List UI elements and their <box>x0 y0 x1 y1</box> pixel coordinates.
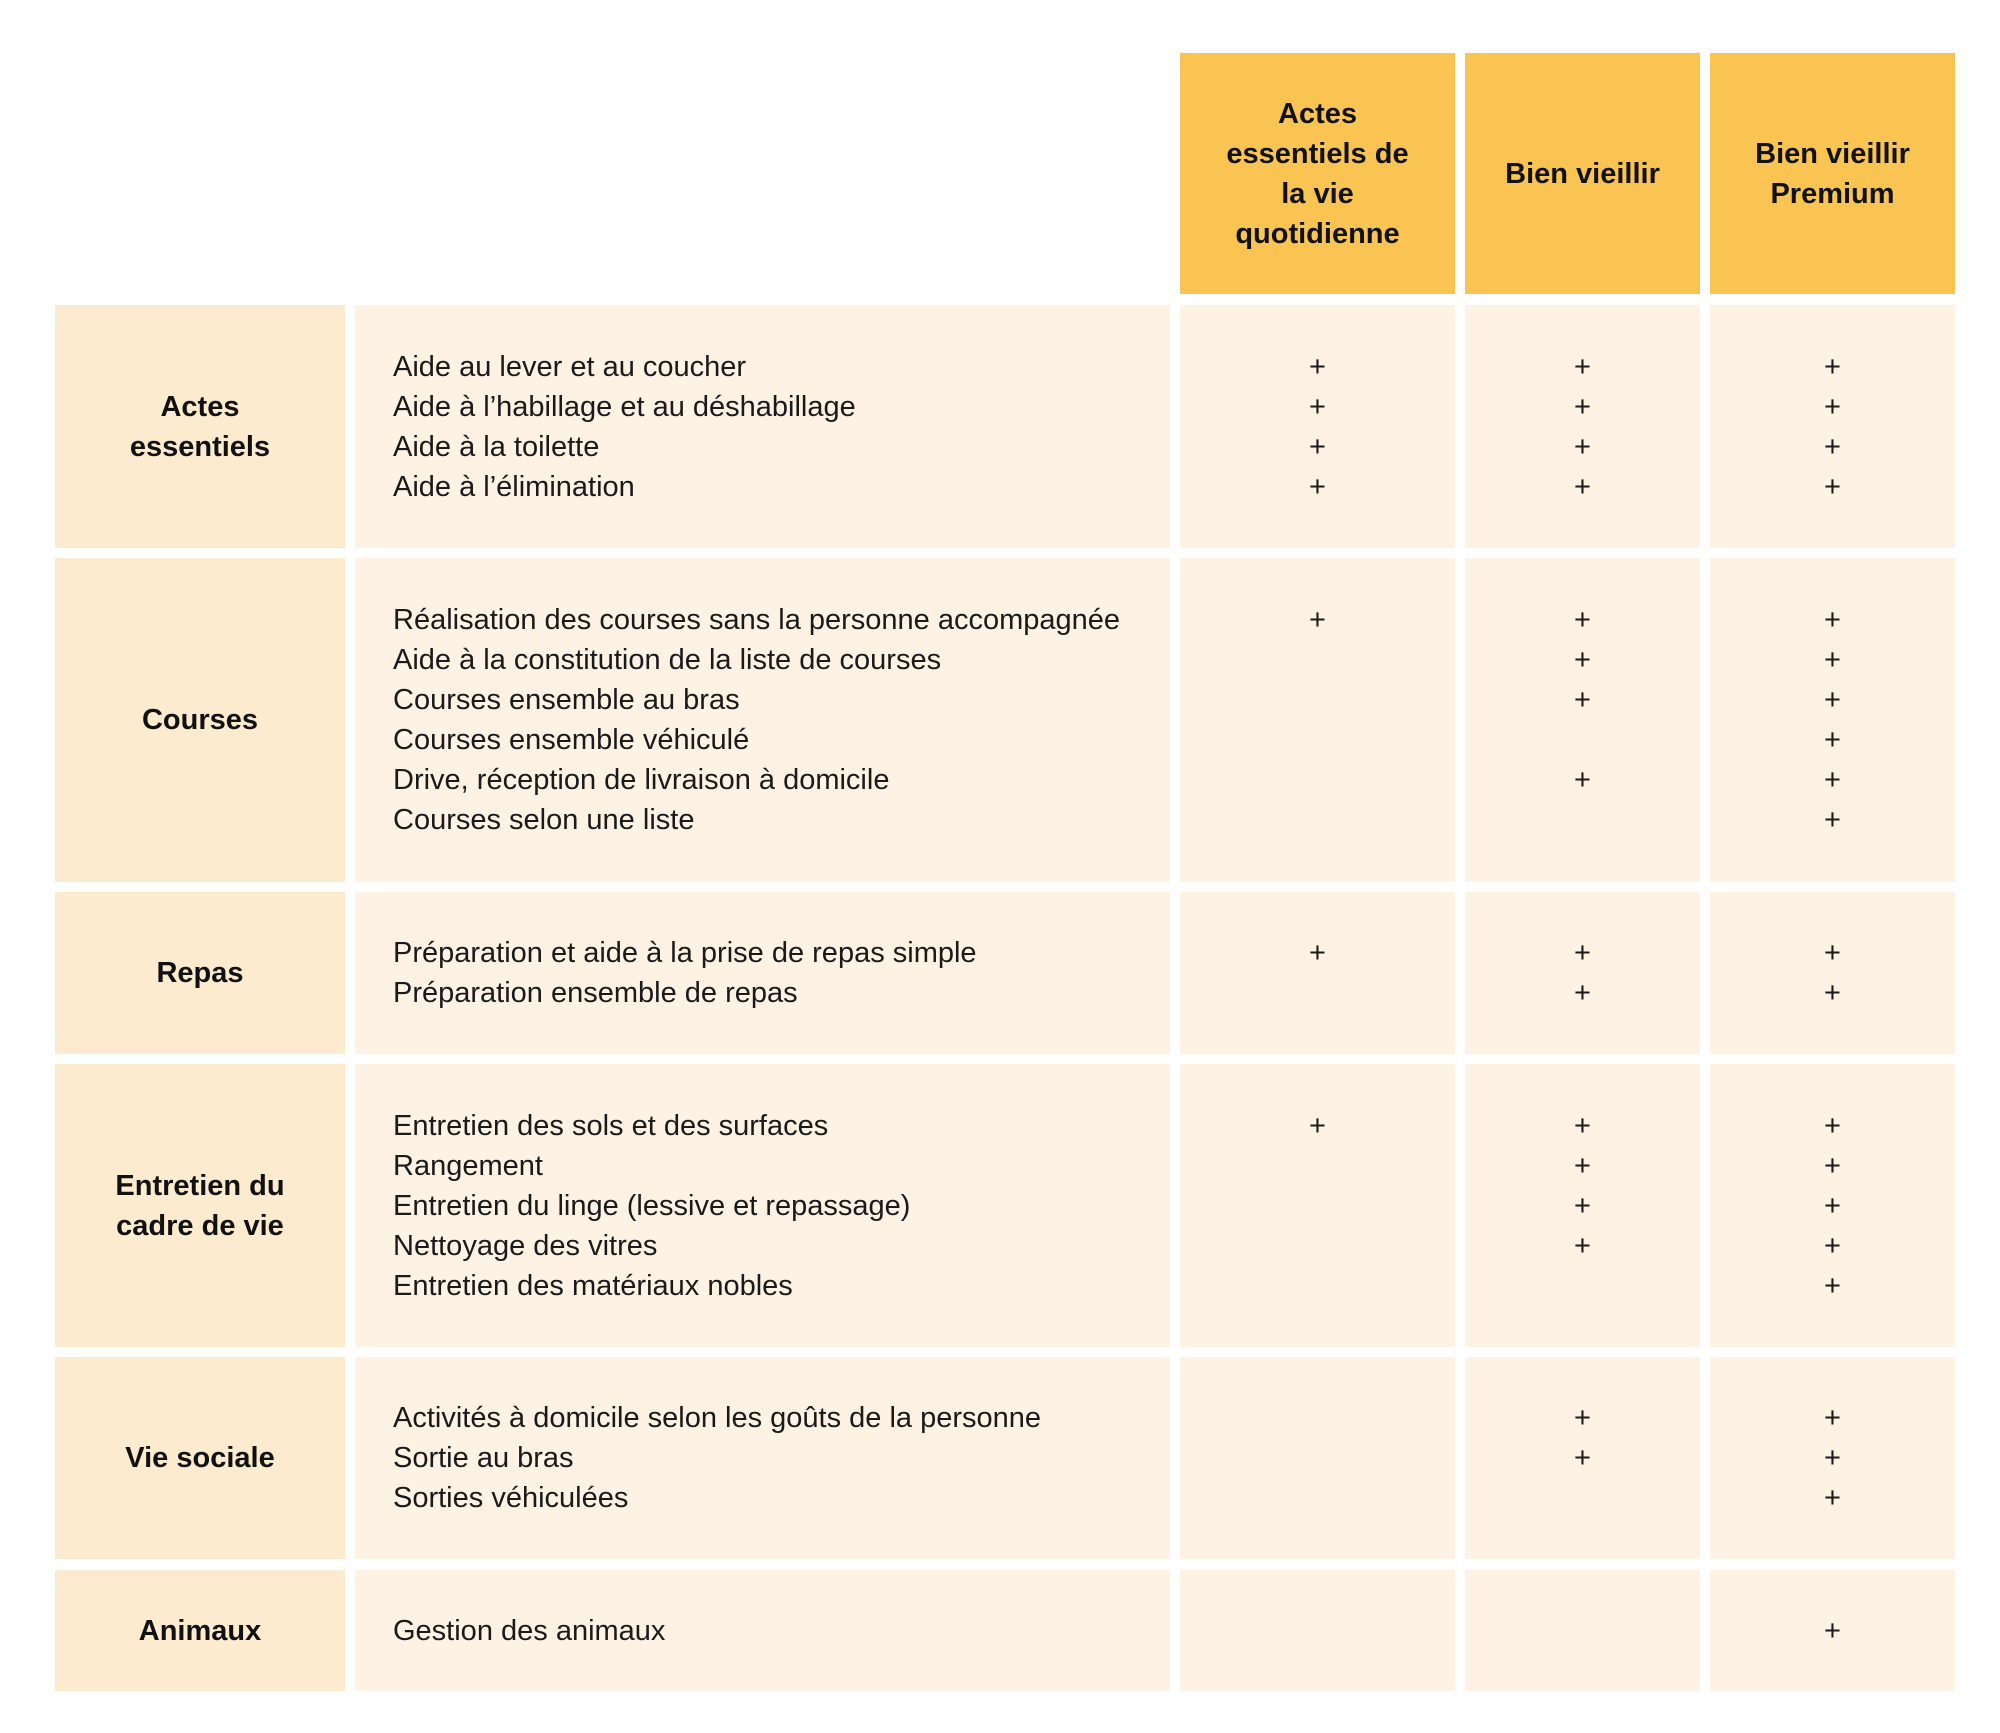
plus-mark: + <box>1574 937 1591 969</box>
plus-mark: + <box>1309 430 1326 463</box>
plus-mark: + <box>1824 937 1841 969</box>
plus-mark: + <box>1824 724 1841 756</box>
plan-marks-column <box>1465 892 1700 1054</box>
service-item: Courses ensemble au bras <box>393 684 740 716</box>
plus-mark: + <box>1824 1189 1841 1222</box>
plus-mark: + <box>1309 470 1326 503</box>
plus-mark: + <box>1574 977 1591 1009</box>
service-item: Nettoyage des vitres <box>393 1229 658 1262</box>
column-header-line: Bien vieillir <box>1755 137 1910 170</box>
service-item: Activités à domicile selon les goûts de la personne <box>393 1402 1042 1434</box>
plus-mark: + <box>1824 470 1841 503</box>
service-item: Aide au lever et au coucher <box>393 350 747 383</box>
plus-mark: + <box>1824 644 1841 676</box>
plus-mark: + <box>1824 804 1841 836</box>
plus-mark: + <box>1824 1109 1841 1142</box>
column-header-line: essentiels de <box>1226 137 1409 170</box>
column-header-line: la vie <box>1281 177 1354 210</box>
category-label <box>125 1438 274 1478</box>
service-list <box>355 1064 1170 1347</box>
plan-marks-column <box>1180 1064 1455 1347</box>
service-item: Réalisation des courses sans la personne accompagnée <box>393 604 1121 636</box>
service-item: Aide à la toilette <box>393 430 600 463</box>
service-item: Entretien du linge (lessive et repassage) <box>393 1189 911 1222</box>
plus-mark: + <box>1824 390 1841 423</box>
category-label <box>130 387 270 467</box>
plus-mark: + <box>1574 430 1591 463</box>
plan-marks-column <box>1465 558 1700 882</box>
category-label <box>115 1166 284 1246</box>
category-line: Actes <box>160 390 240 423</box>
plus-mark: + <box>1574 1402 1591 1434</box>
service-item: Gestion des animaux <box>393 1614 666 1647</box>
plan-marks-column <box>1465 1357 1700 1559</box>
category-line: essentiels <box>129 430 271 463</box>
category-line: Entretien du <box>115 1169 285 1202</box>
service-item: Sorties véhiculées <box>393 1482 629 1514</box>
service-item: Entretien des sols et des surfaces <box>393 1109 829 1142</box>
plus-mark: + <box>1574 1149 1591 1182</box>
plan-marks-column <box>1710 1357 1955 1559</box>
column-header-label <box>1505 154 1660 194</box>
category-cell <box>55 305 345 548</box>
category-cell <box>55 1570 345 1691</box>
column-header <box>1710 53 1955 294</box>
service-item: Aide à la constitution de la liste de courses <box>393 644 942 676</box>
plan-marks-column <box>1180 1570 1455 1691</box>
column-header-label <box>1755 134 1910 214</box>
plus-mark: + <box>1574 1189 1591 1222</box>
plus-mark: + <box>1824 1402 1841 1434</box>
plan-marks-column <box>1710 558 1955 882</box>
plus-mark: + <box>1574 684 1591 716</box>
service-list <box>355 1357 1170 1559</box>
plus-mark: + <box>1824 1482 1841 1514</box>
column-header-line: Actes <box>1278 97 1357 130</box>
category-line: cadre de vie <box>116 1209 284 1242</box>
plus-mark: + <box>1574 1109 1591 1142</box>
category-line: Repas <box>156 957 244 989</box>
plus-mark: + <box>1824 977 1841 1009</box>
plus-mark: + <box>1309 1109 1326 1142</box>
service-list <box>355 892 1170 1054</box>
column-header-line: Premium <box>1770 177 1895 210</box>
service-list <box>355 1570 1170 1691</box>
plan-marks-column <box>1710 892 1955 1054</box>
service-list <box>355 305 1170 548</box>
plan-marks-column <box>1180 1357 1455 1559</box>
plus-mark: + <box>1309 604 1326 636</box>
category-line: Animaux <box>138 1614 262 1647</box>
category-cell <box>55 892 345 1054</box>
plus-mark: + <box>1824 764 1841 796</box>
category-cell <box>55 1064 345 1347</box>
plus-mark: + <box>1824 1442 1841 1474</box>
plus-mark: + <box>1824 1149 1841 1182</box>
plus-mark: + <box>1824 1229 1841 1262</box>
plan-marks-column <box>1180 558 1455 882</box>
plus-mark: + <box>1824 1269 1841 1302</box>
plus-mark: + <box>1574 764 1591 796</box>
plus-mark: + <box>1574 604 1591 636</box>
plus-mark: + <box>1309 937 1326 969</box>
plan-marks-column <box>1180 305 1455 548</box>
plus-mark: + <box>1574 470 1591 503</box>
plus-mark: + <box>1824 350 1841 383</box>
category-line: Vie sociale <box>125 1442 275 1474</box>
plus-mark: + <box>1574 390 1591 423</box>
plus-mark: + <box>1574 1442 1591 1474</box>
category-line: Courses <box>141 704 259 736</box>
service-item: Rangement <box>393 1149 543 1182</box>
service-item: Sortie au bras <box>393 1442 574 1474</box>
plan-marks-column <box>1465 305 1700 548</box>
plus-mark: + <box>1824 684 1841 716</box>
plus-mark: + <box>1824 604 1841 636</box>
plan-marks-column <box>1180 892 1455 1054</box>
column-header <box>1465 53 1700 294</box>
column-header-label <box>1226 94 1408 254</box>
service-item: Préparation et aide à la prise de repas simple <box>393 937 977 969</box>
plan-marks-column <box>1465 1064 1700 1347</box>
column-header-line: quotidienne <box>1235 217 1400 250</box>
plus-mark: + <box>1574 644 1591 676</box>
plus-mark: + <box>1574 1229 1591 1262</box>
category-label <box>142 700 258 740</box>
column-header <box>1180 53 1455 294</box>
service-item: Courses ensemble véhiculé <box>393 724 750 756</box>
plus-mark: + <box>1824 1614 1841 1647</box>
service-list <box>355 558 1170 882</box>
service-item: Aide à l’élimination <box>393 470 635 503</box>
plus-mark: + <box>1309 390 1326 423</box>
plus-mark: + <box>1574 350 1591 383</box>
plus-mark: + <box>1824 430 1841 463</box>
plan-marks-column <box>1710 1064 1955 1347</box>
service-item: Entretien des matériaux nobles <box>393 1269 793 1302</box>
category-cell <box>55 558 345 882</box>
plan-marks-column <box>1465 1570 1700 1691</box>
service-item: Préparation ensemble de repas <box>393 977 798 1009</box>
plan-marks-column <box>1710 305 1955 548</box>
column-header-line: Bien vieillir <box>1505 157 1660 190</box>
service-item: Drive, réception de livraison à domicile <box>393 764 890 796</box>
plus-mark: + <box>1309 350 1326 383</box>
category-label <box>139 1611 261 1651</box>
plan-marks-column <box>1710 1570 1955 1691</box>
category-label <box>156 953 243 993</box>
service-item: Courses selon une liste <box>393 804 695 836</box>
service-item: Aide à l’habillage et au déshabillage <box>393 390 856 423</box>
category-cell <box>55 1357 345 1559</box>
